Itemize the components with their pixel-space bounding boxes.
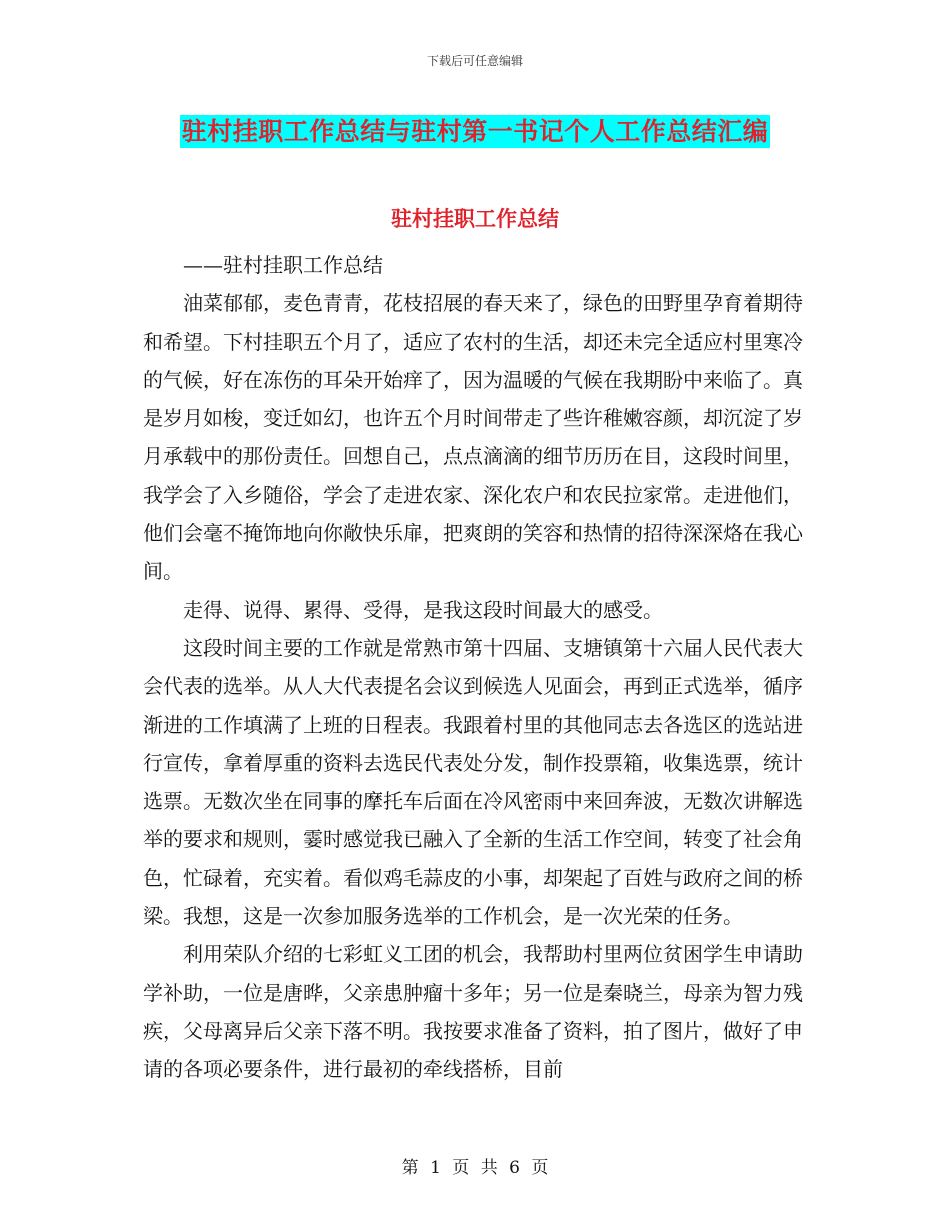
subtitle: ——驻村挂职工作总结 bbox=[183, 253, 383, 277]
section-heading: 驻村挂职工作总结 bbox=[391, 207, 559, 231]
paragraph: 油菜郁郁，麦色青青，花枝招展的春天来了，绿色的田野里孕育着期待和希望。下村挂职五个月了，适应了农村的生活，却还未完全适应村里寒冷的气候，好在冻伤的耳朵开始痒了，因为温暖的气候在我期盼中来临了。真是岁月如梭，变迁如幻，也许五个月时间带走了些许稚嫩容颜，却沉淀了岁月承载中的那份责任。回想自己，点点滴滴的细节历历在目，这段时间里，我学会了入乡随俗，学会了走进农家、深化农户和农民拉家常。走进他们，他们会毫不掩饰地向你敞快乐扉，把爽朗的笑容和热情的招待深深烙在我心间。 bbox=[143, 291, 803, 584]
document-body bbox=[143, 246, 803, 1089]
paragraph: 走得、说得、累得、受得，是我这段时间最大的感受。 bbox=[183, 597, 663, 622]
header-note: 下载后可任意编辑 bbox=[426, 54, 523, 68]
document-title-text: 驻村挂职工作总结与驻村第一书记个人工作总结汇编 bbox=[181, 117, 769, 146]
page-footer: 第 1 页 共 6 页 bbox=[401, 1158, 549, 1178]
document-title bbox=[0, 112, 950, 148]
paragraph: 利用荣队介绍的七彩虹义工团的机会，我帮助村里两位贫困学生申请助学补助，一位是唐晔，父亲患肿瘤十多年；另一位是秦晓兰，母亲为智力残疾，父母离异后父亲下落不明。我按要求准备了资料，拍了图片，做好了申请的各项必要条件，进行最初的牵线搭桥，目前 bbox=[143, 942, 803, 1082]
paragraph: 这段时间主要的工作就是常熟市第十四届、支塘镇第十六届人民代表大会代表的选举。从人大代表提名会议到候选人见面会，再到正式选举，循序渐进的工作填满了上班的日程表。我跟着村里的其他同志去各选区的选站进行宣传，拿着厚重的资料去选民代表处分发，制作投票箱，收集选票，统计选票。无数次坐在同事的摩托车后面在冷风密雨中来回奔波，无数次讲解选举的要求和规则，霎时感觉我已融入了全新的生活工作空间，转变了社会角色，忙碌着，充实着。看似鸡毛蒜皮的小事，却架起了百姓与政府之间的桥梁。我想，这是一次参加服务选举的工作机会，是一次光荣的任务。 bbox=[143, 635, 803, 929]
